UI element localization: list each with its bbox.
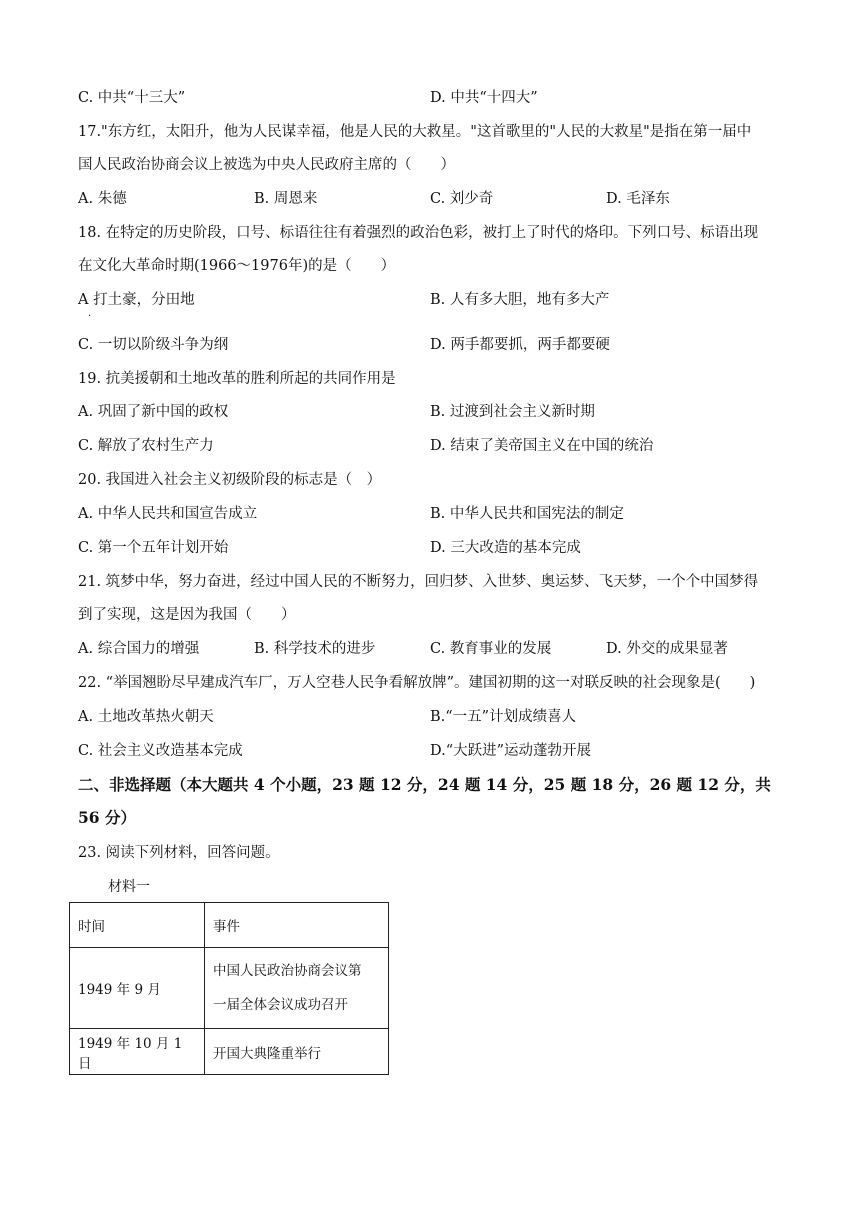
material-label: 材料一	[108, 879, 150, 895]
q19-option-a: A. 巩固了新中国的政权	[78, 404, 229, 420]
q20-option-c: C. 第一个五年计划开始	[78, 540, 229, 556]
q21-stem-line1: 21. 筑梦中华，努力奋进，经过中国人民的不断努力，回归梦、入世梦、奥运梦、飞天梦，一个个中国梦得	[78, 574, 759, 590]
q17-stem-line2: 国人民政治协商会议上被选为中央人民政府主席的（ ）	[78, 157, 455, 173]
table-cell-time: 1949 年 10 月 1 日	[70, 1029, 205, 1075]
table-header-row	[70, 903, 389, 948]
q19-option-c: C. 解放了农村生产力	[78, 438, 214, 454]
q20-stem: 20. 我国进入社会主义初级阶段的标志是（ ）	[78, 472, 382, 488]
q18-stem-line2: 在文化大革命时期(1966～1976年)的是（ ）	[78, 258, 396, 274]
table-cell-event-line: 一届全体会议成功召开	[213, 997, 348, 1013]
table-row	[70, 1029, 389, 1075]
q18-stem-line1: 18. 在特定的历史阶段，口号、标语往往有着强烈的政治色彩，被打上了时代的烙印。下列口号、标语出现	[78, 225, 759, 241]
q21-option-c: C. 教育事业的发展	[430, 641, 552, 657]
q18-option-c: C. 一切以阶级斗争为纲	[78, 337, 229, 353]
material-table	[69, 902, 389, 1075]
q20-option-a: A. 中华人民共和国宣告成立	[78, 506, 258, 522]
q22-stem: 22. “举国翘盼尽早建成汽车厂，万人空巷人民争看解放牌”。建国初期的这一对联反映的社会现象是( )	[78, 675, 756, 691]
q17-option-b: B. 周恩来	[254, 191, 318, 207]
table-cell-event: 开国大典隆重举行	[205, 1029, 389, 1075]
q22-option-c: C. 社会主义改造基本完成	[78, 743, 243, 759]
table-header-event: 事件	[205, 903, 389, 948]
table-cell-event	[205, 948, 389, 1029]
q22-option-d: D.“大跃进”运动蓬勃开展	[430, 743, 592, 759]
table-cell-time: 1949 年 9 月	[70, 948, 205, 1029]
q18-option-d: D. 两手都要抓，两手都要硬	[430, 337, 610, 353]
section2-title-line2: 56 分）	[78, 808, 136, 827]
q17-stem-line1: 17."东方红，太阳升，他为人民谋幸福，他是人民的大救星。"这首歌里的"人民的大救星"是指在第一届中	[78, 124, 752, 140]
q22-option-b: B.“一五”计划成绩喜人	[430, 709, 577, 725]
q18-option-a: A 打土豪，分田地	[78, 292, 195, 308]
q17-options	[0, 189, 860, 209]
q21-stem-line2: 到了实现，这是因为我国（ ）	[78, 607, 296, 623]
table-header-time: 时间	[70, 903, 205, 948]
q19-stem: 19. 抗美援朝和土地改革的胜利所起的共同作用是	[78, 371, 396, 387]
q18-option-b: B. 人有多大胆，地有多大产	[430, 292, 610, 308]
q19-option-b: B. 过渡到社会主义新时期	[430, 404, 595, 420]
table-cell-event-line: 中国人民政治协商会议第	[213, 963, 362, 979]
q21-option-a: A. 综合国力的增强	[78, 641, 200, 657]
emphasis-dot: .	[88, 308, 92, 319]
q19-option-d: D. 结束了美帝国主义在中国的统治	[430, 438, 654, 454]
q21-options	[0, 639, 860, 659]
section2-title-line1: 二、非选择题（本大题共 4 个小题，23 题 12 分，24 题 14 分，25 题 18 分，26 题 12 分，共	[78, 775, 771, 794]
q17-option-c: C. 刘少奇	[430, 191, 494, 207]
q20-option-b: B. 中华人民共和国宪法的制定	[430, 506, 624, 522]
q22-option-a: A. 土地改革热火朝天	[78, 709, 214, 725]
q16-option-d: D. 中共“十四大”	[430, 90, 538, 106]
q17-option-a: A. 朱德	[78, 191, 127, 207]
q21-option-b: B. 科学技术的进步	[254, 641, 376, 657]
q17-option-d: D. 毛泽东	[606, 191, 670, 207]
q23-stem: 23. 阅读下列材料，回答问题。	[78, 845, 280, 861]
q21-option-d: D. 外交的成果显著	[606, 641, 728, 657]
table-row	[70, 948, 389, 1029]
q20-option-d: D. 三大改造的基本完成	[430, 540, 581, 556]
q16-option-c: C. 中共“十三大”	[78, 90, 186, 106]
